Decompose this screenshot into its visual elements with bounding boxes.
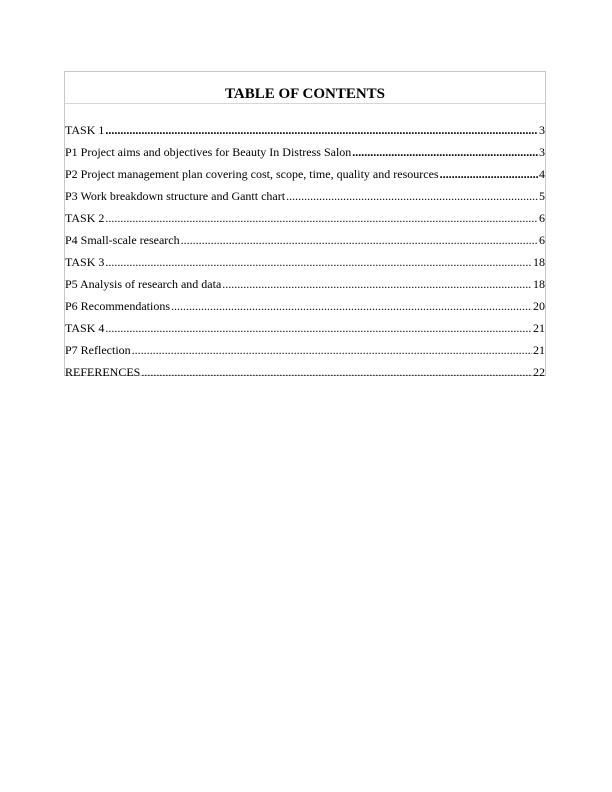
toc-entry-label: TASK 1 [65, 123, 105, 137]
toc-entry-page: 22 [533, 365, 545, 379]
toc-title: TABLE OF CONTENTS [224, 86, 386, 102]
toc-entry-list [65, 115, 545, 379]
toc-entry-label: P3 Work breakdown structure and Gantt chart [65, 189, 286, 203]
toc-entry[interactable] [65, 137, 545, 159]
toc-entry-page: 21 [533, 321, 545, 335]
toc-entry[interactable] [65, 335, 545, 357]
toc-entry-label: P6 Recommendations [65, 299, 170, 313]
toc-entry[interactable] [65, 291, 545, 313]
toc-entry[interactable] [65, 115, 545, 137]
toc-entry-label: TASK 3 [65, 255, 105, 269]
toc-entry-leader [352, 145, 538, 159]
toc-entry[interactable] [65, 313, 545, 335]
toc-entry-label: TASK 4 [65, 321, 105, 335]
toc-entry[interactable] [65, 203, 545, 225]
toc-entry-leader [141, 365, 532, 379]
toc-entry-leader [440, 167, 538, 181]
toc-entry-label: TASK 2 [65, 211, 105, 225]
toc-entry-leader [105, 211, 538, 225]
toc-entry-label: P4 Small-scale research [65, 233, 180, 247]
table-of-contents [64, 71, 546, 379]
toc-entry-leader [181, 233, 538, 247]
toc-entry-page: 6 [539, 211, 545, 225]
toc-entry[interactable] [65, 225, 545, 247]
toc-entry-page: 6 [539, 233, 545, 247]
toc-entry-leader [105, 321, 532, 335]
toc-title-divider [65, 103, 545, 104]
toc-entry-page: 5 [539, 189, 545, 203]
toc-entry-page: 21 [533, 343, 545, 357]
toc-entry-label: P2 Project management plan covering cost, scope, time, quality and resources [65, 167, 439, 181]
toc-entry-leader [132, 343, 532, 357]
toc-entry-label: P7 Reflection [65, 343, 131, 357]
toc-entry-label: P5 Analysis of research and data [65, 277, 222, 291]
toc-entry[interactable] [65, 181, 545, 203]
toc-entry[interactable] [65, 269, 545, 291]
toc-entry-page: 3 [539, 123, 545, 137]
toc-entry-page: 18 [533, 277, 545, 291]
toc-entry-leader [105, 123, 538, 137]
toc-entry-leader [222, 277, 532, 291]
toc-entry-leader [171, 299, 532, 313]
toc-entry-leader [105, 255, 532, 269]
toc-entry-label: REFERENCES [65, 365, 141, 379]
toc-entry-page: 18 [533, 255, 545, 269]
toc-entry-label: P1 Project aims and objectives for Beauty In Distress Salon [65, 145, 352, 159]
toc-entry[interactable] [65, 247, 545, 269]
toc-entry-page: 4 [539, 167, 545, 181]
toc-entry[interactable] [65, 159, 545, 181]
toc-entry[interactable] [65, 357, 545, 379]
toc-entry-leader [286, 189, 538, 203]
toc-entry-page: 20 [533, 299, 545, 313]
toc-entry-page: 3 [539, 145, 545, 159]
